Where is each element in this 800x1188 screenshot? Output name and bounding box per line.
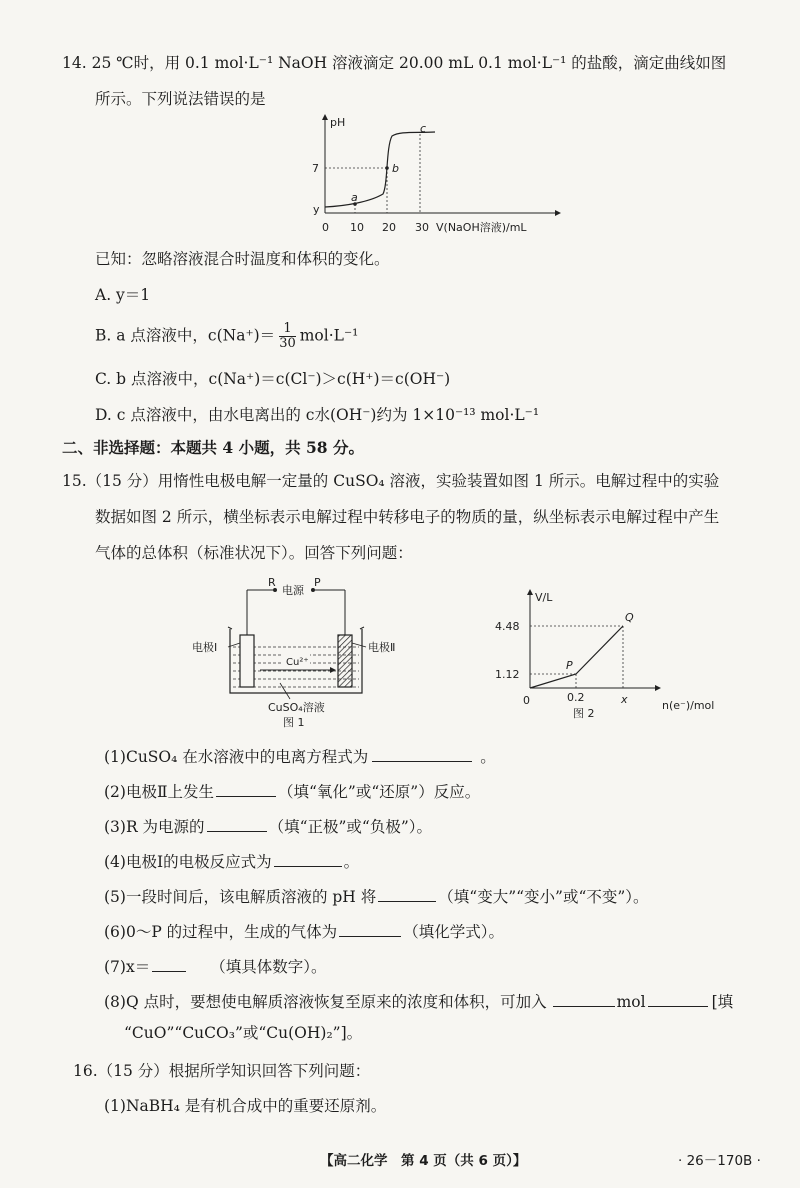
fig2-xtick: 0.2 xyxy=(567,691,585,704)
titration-xtick: 0 xyxy=(322,221,329,234)
q16-stem: 16.（15 分）根据所学知识回答下列问题： xyxy=(73,1062,371,1080)
answer-blank-5[interactable] xyxy=(378,885,436,902)
answer-blank-8b[interactable] xyxy=(648,990,708,1007)
titration-xlabel: V(NaOH溶液)/mL xyxy=(436,221,527,234)
terminal-r-label: R xyxy=(268,576,276,589)
page-code: · 26－170B · xyxy=(678,1153,761,1169)
q15-sub5: (5)一段时间后，该电解质溶液的 pH 将 （填“变大”“变小”或“不变”）。 xyxy=(104,885,649,908)
q16-sub1: (1)NaBH₄ 是有机合成中的重要还原剂。 xyxy=(104,1097,387,1115)
page-footer: 【高二化学 第 4 页（共 6 页）】 xyxy=(320,1153,527,1169)
q15-sub6: (6)0～P 的过程中，生成的气体为 （填化学式）。 xyxy=(104,920,504,943)
fig2-point-q: Q xyxy=(625,611,634,624)
q14-known: 已知：忽略溶液混合时温度和体积的变化。 xyxy=(95,250,390,268)
terminal-p-label: P xyxy=(314,576,321,589)
q15-stem-line3: 气体的总体积（标准状况下）。回答下列问题： xyxy=(95,544,413,562)
figure-1-caption: 图 1 xyxy=(283,716,305,729)
q15-sub2: (2)电极Ⅱ上发生 （填“氧化”或“还原”）反应。 xyxy=(104,780,480,803)
q15-sub4: (4)电极Ⅰ的电极反应式为 。 xyxy=(104,850,359,873)
titration-ytick: 7 xyxy=(312,162,319,175)
electrode-1-label: 电极Ⅰ xyxy=(192,641,218,654)
titration-xtick: 30 xyxy=(415,221,429,234)
titration-xtick: 20 xyxy=(382,221,396,234)
answer-blank-7[interactable] xyxy=(152,955,186,972)
answer-blank-1[interactable] xyxy=(372,745,472,762)
q15-sub8: (8)Q 点时，要想使电解质溶液恢复至原来的浓度和体积，可加入 mol [填 xyxy=(104,990,733,1013)
fig2-xlabel: n(e⁻)/mol xyxy=(662,699,715,712)
q14-option-c: C. b 点溶液中，c(Na⁺)＝c(Cl⁻)＞c(H⁺)＝c(OH⁻) xyxy=(95,370,451,388)
q14-option-d: D. c 点溶液中，由水电离出的 c水(OH⁻)约为 1×10⁻¹³ mol·L⁻¹ xyxy=(95,406,540,424)
fig2-ylabel: V/L xyxy=(535,591,553,604)
titration-ylabel: pH xyxy=(330,116,346,129)
figure-2-caption: 图 2 xyxy=(573,707,595,720)
q15-sub1: (1)CuSO₄ 在水溶液中的电离方程式为 。 xyxy=(104,745,496,768)
electrolysis-apparatus xyxy=(190,575,440,730)
q14-option-b: B. a 点溶液中，c(Na⁺)＝ $\frac{1}{30}$ mol·L⁻¹ xyxy=(95,321,359,351)
titration-chart xyxy=(300,112,560,237)
q15-sub8-options: “CuO”“CuCO₃”或“Cu(OH)₂”]。 xyxy=(124,1024,363,1042)
answer-blank-6[interactable] xyxy=(339,920,401,937)
electrode-2-label: 电极Ⅱ xyxy=(368,641,396,654)
fig2-ytick: 4.48 xyxy=(495,620,520,633)
power-source-label: 电源 xyxy=(282,584,304,597)
point-a-label: a xyxy=(351,191,358,204)
q15-sub7: (7)x＝ （填具体数字）。 xyxy=(104,955,326,978)
fig2-xtick: x xyxy=(621,693,628,706)
answer-blank-3[interactable] xyxy=(207,815,267,832)
q14-stem-line2: 所示。下列说法错误的是 xyxy=(95,90,266,108)
q14-option-a: A. y＝1 xyxy=(95,286,151,304)
titration-ytick: y xyxy=(313,203,320,216)
fig2-point-p: P xyxy=(566,659,573,672)
fig2-ytick: 1.12 xyxy=(495,668,520,681)
gas-volume-chart xyxy=(490,585,715,725)
point-b-label: b xyxy=(392,162,399,175)
answer-blank-4[interactable] xyxy=(274,850,342,867)
q14-stem-line1: 14. 25 ℃时，用 0.1 mol·L⁻¹ NaOH 溶液滴定 20.00 mL 0.1 mol·L⁻¹ 的盐酸，滴定曲线如图 xyxy=(62,54,727,72)
q15-sub3: (3)R 为电源的 （填“正极”或“负极”）。 xyxy=(104,815,432,838)
titration-xtick: 10 xyxy=(350,221,364,234)
point-c-label: c xyxy=(420,122,427,135)
q15-stem-line2: 数据如图 2 所示，横坐标表示电解过程中转移电子的物质的量，纵坐标表示电解过程中产生 xyxy=(95,508,720,526)
q15-stem-line1: 15.（15 分）用惰性电极电解一定量的 CuSO₄ 溶液，实验装置如图 1 所示。电解过程中的实验 xyxy=(62,472,720,490)
cu-ion-label: Cu²⁺ xyxy=(286,657,309,668)
fig2-origin: 0 xyxy=(523,694,530,707)
answer-blank-2[interactable] xyxy=(216,780,276,797)
solution-label: CuSO₄溶液 xyxy=(268,701,325,714)
answer-blank-8a[interactable] xyxy=(553,990,615,1007)
section-heading: 二、非选择题：本题共 4 小题，共 58 分。 xyxy=(62,438,364,457)
